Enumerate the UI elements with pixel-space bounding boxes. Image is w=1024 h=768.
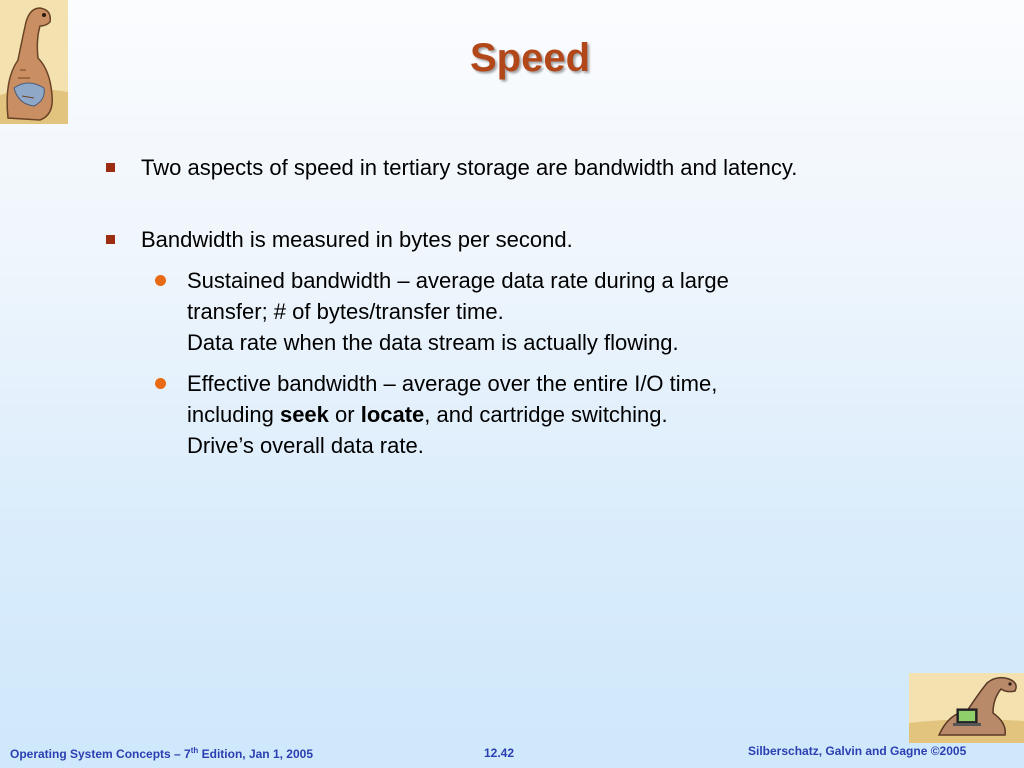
slide-number: 12.42: [484, 746, 515, 760]
bold-term-locate: locate: [360, 402, 425, 427]
round-bullet-icon: [155, 378, 166, 389]
square-bullet-icon: [106, 163, 115, 172]
footer-superscript: th: [190, 746, 199, 755]
text-run: or: [328, 402, 361, 427]
bullet-item: [141, 224, 573, 255]
bold-term-seek: seek: [279, 402, 329, 427]
bullet-text: Bandwidth is measured in bytes per second.: [141, 227, 573, 252]
dinosaur-laptop-icon: [909, 673, 1024, 743]
square-bullet-icon: [106, 235, 115, 244]
sub-bullet-line: Sustained bandwidth – average data rate during a large: [187, 268, 729, 293]
sub-bullet-item: [187, 265, 867, 358]
sub-bullet-line: Data rate when the data stream is actually flowing.: [187, 330, 679, 355]
slide-title: Speed: [469, 36, 591, 80]
footer-course-title: [10, 746, 313, 761]
text-run: , and cartridge switching.: [424, 402, 668, 427]
footer-text: Edition, Jan 1, 2005: [198, 747, 314, 761]
bullet-item: [141, 152, 797, 183]
bullet-text: Two aspects of speed in tertiary storage are bandwidth and latency.: [141, 155, 798, 180]
sub-bullet-line: [187, 399, 867, 430]
sub-bullet-line: Effective bandwidth – average over the entire I/O time,: [187, 371, 718, 396]
text-run: including: [187, 402, 280, 427]
footer-authors: Silberschatz, Galvin and Gagne ©2005: [748, 744, 967, 758]
round-bullet-icon: [155, 275, 166, 286]
footer-text: Operating System Concepts – 7: [10, 747, 191, 761]
sub-bullet-line: transfer; # of bytes/transfer time.: [187, 299, 504, 324]
sub-bullet-item: [187, 368, 867, 461]
sub-bullet-line: Drive’s overall data rate.: [187, 433, 424, 458]
